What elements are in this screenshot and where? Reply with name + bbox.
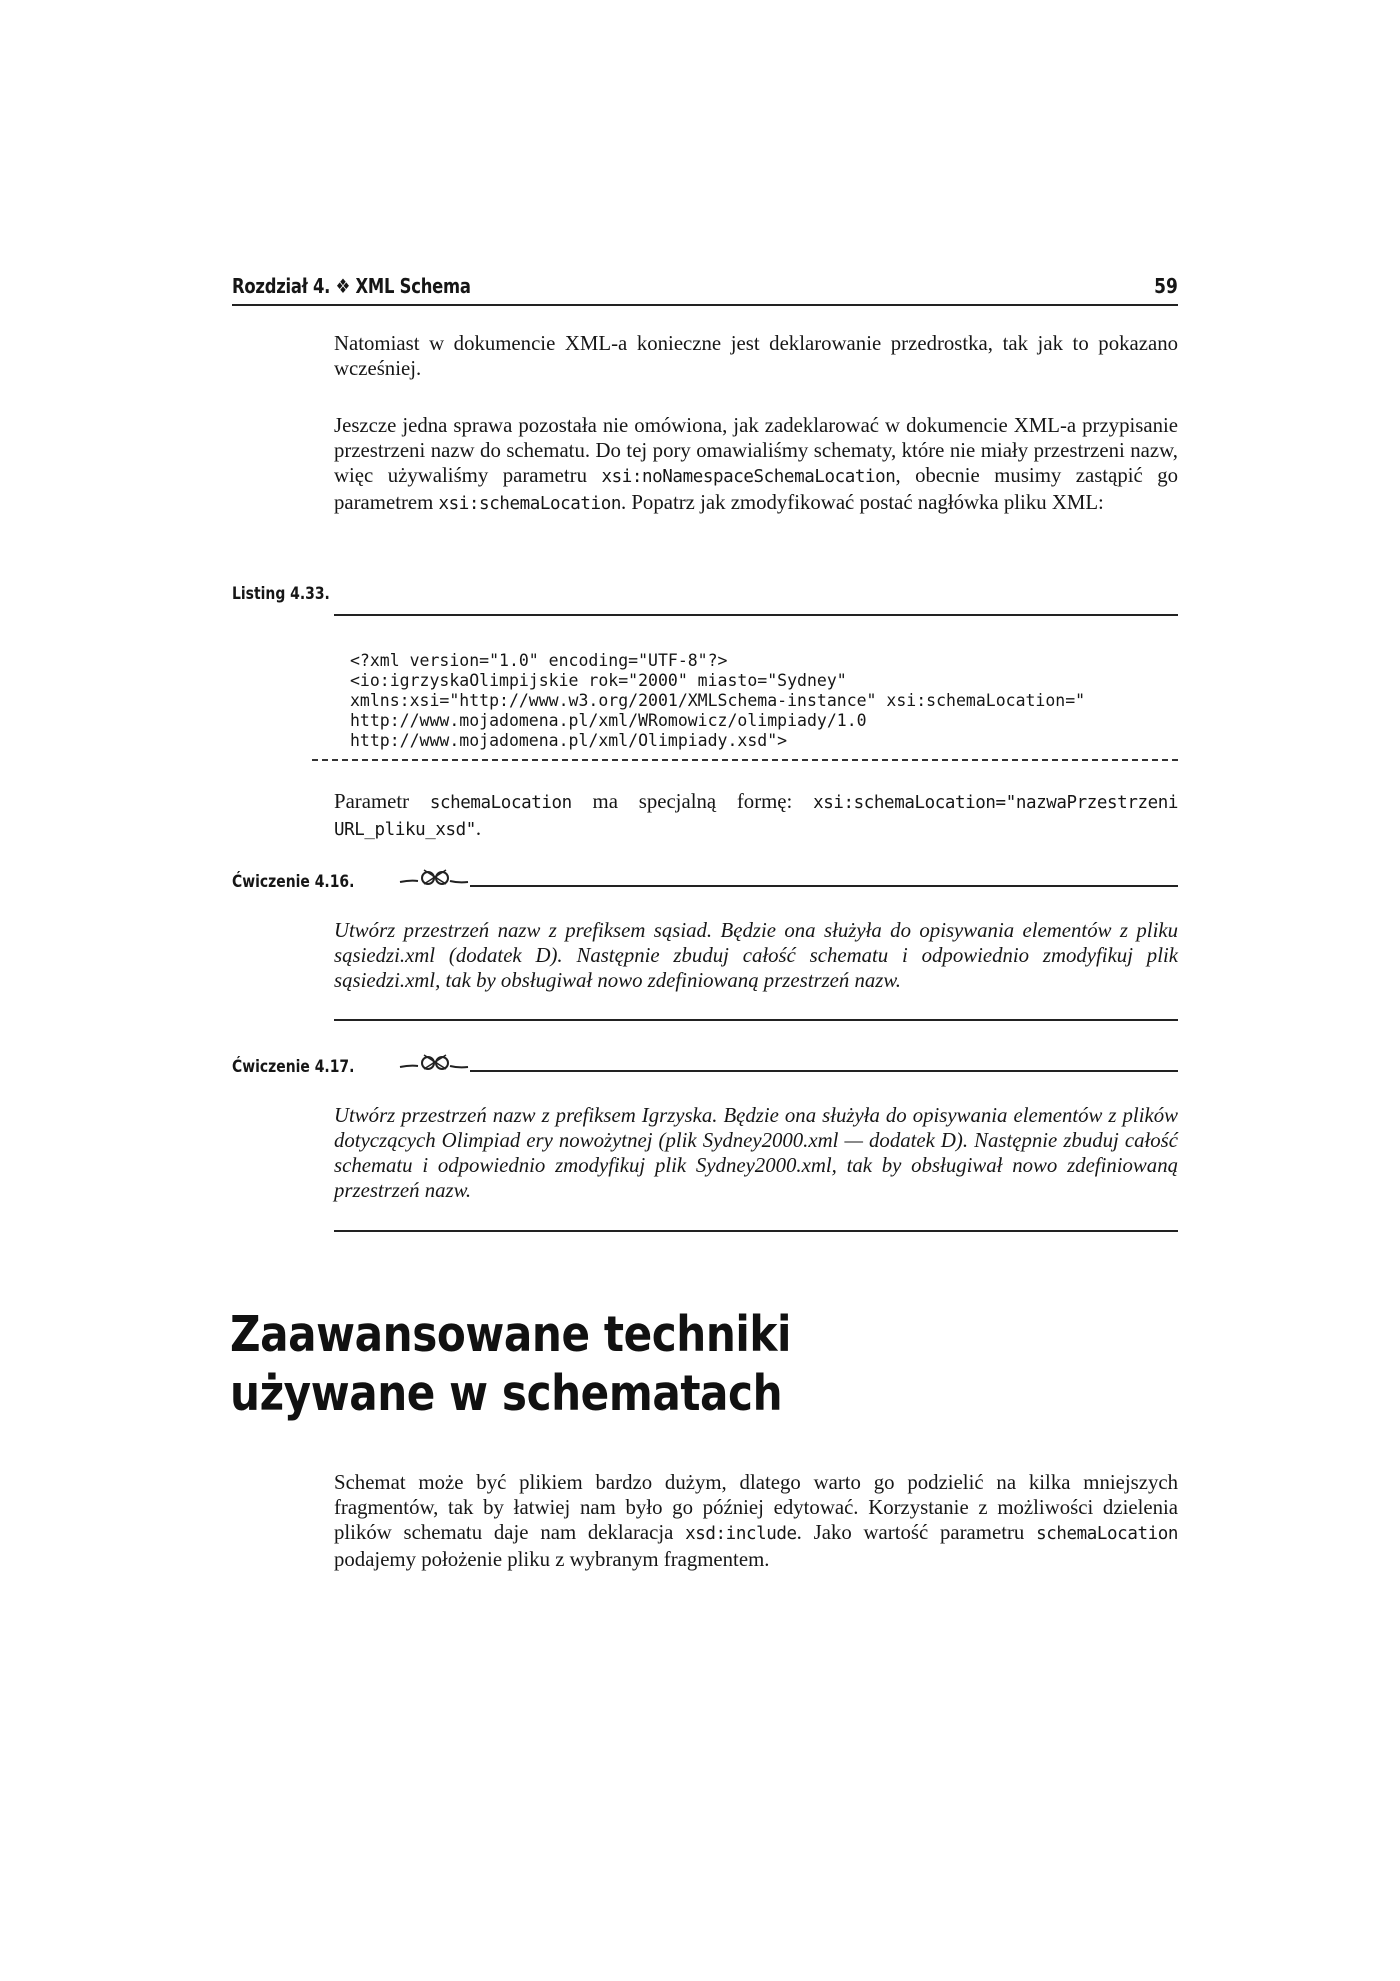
code-line: <io:igrzyskaOlimpijskie rok="2000" miasto="Sydney" <box>350 671 847 690</box>
code-listing <box>350 651 1170 751</box>
exercise-text: Utwórz przestrzeń nazw z prefiksem sąsiad. Będzie ona służyła do opisywania elementów z pliku sąsiedzi.xml (dodatek D). Następnie zbuduj całość schematu i odpowiednio zmodyfikuj plik sąsiedzi.xml, tak by obsługiwał nowo zdefiniowaną przestrzeń nazw. <box>334 919 1178 992</box>
page-number: 59 <box>1154 274 1178 298</box>
inline-code: xsi:schemaLocation="nazwaPrzestrzeni URL_pliku_xsd" <box>334 793 1179 840</box>
exercise-end-rule <box>334 1019 1178 1021</box>
inline-code: schemaLocation <box>429 793 572 813</box>
exercise-title-rule <box>470 885 1178 887</box>
scissors-ornament-icon <box>398 866 478 893</box>
chapter-title: Rozdział 4. ❖ XML Schema <box>232 274 471 298</box>
paragraph-text: . Popatrz jak zmodyfikować postać nagłówka pliku XML: <box>620 491 1104 514</box>
paragraph-param-note <box>334 789 1178 843</box>
section-heading <box>230 1305 1004 1423</box>
code-line: http://www.mojadomena.pl/xml/WRomowicz/olimpiady/1.0 <box>350 711 867 730</box>
exercise-text: Utwórz przestrzeń nazw z prefiksem Igrzyska. Będzie ona służyła do opisywania elementów z plików dotyczących Olimpiad ery nowożytnej (plik Sydney2000.xml — dodatek D). Następnie zbuduj całość schematu i odpowiednio zmodyfikuj plik Sydney2000.xml, tak by obsługiwał nowo zdefiniowaną przestrzeń nazw. <box>334 1104 1178 1202</box>
exercise-title-rule <box>470 1070 1178 1072</box>
paragraph-text: . Jako wartość parametru <box>796 1521 1037 1544</box>
code-line: <?xml version="1.0" encoding="UTF-8"?> <box>350 651 728 670</box>
scissors-ornament-icon <box>398 1051 478 1078</box>
code-line: xmlns:xsi="http://www.w3.org/2001/XMLSchema-instance" xsi:schemaLocation=" <box>350 691 1086 710</box>
exercise-label: Ćwiczenie 4.17. <box>232 1057 355 1077</box>
paragraph-text: Schemat może być plikiem bardzo dużym, dlatego warto go podzielić na kilka mniejszych fragmentów, tak by łatwiej nam było go później edytować. Korzystanie z możliwości dzielenia plików schematu daje nam deklaracja <box>334 1471 1178 1544</box>
paragraph-schema-location <box>334 413 1178 517</box>
paragraph-text: Jeszcze jedna sprawa pozostała nie omówiona, jak zadeklarować w dokumencie XML-a przypisanie przestrzeni nazw do schematu. Do tej pory omawialiśmy schematy, które nie miały przestrzeni nazw, więc używaliśmy parametru <box>334 414 1178 487</box>
inline-code: xsi:schemaLocation <box>438 494 621 514</box>
paragraph-text: Parametr <box>334 790 430 813</box>
listing-label: Listing 4.33. <box>232 584 330 604</box>
paragraph-text: ma specjalną formę: <box>571 790 814 813</box>
exercise-label: Ćwiczenie 4.16. <box>232 872 355 892</box>
inline-code: xsi:noNamespaceSchemaLocation <box>601 467 896 487</box>
paragraph-text: , obecnie musimy zastąpić go parametrem <box>334 464 1178 514</box>
running-header <box>232 274 1178 306</box>
section-heading-line: Zaawansowane techniki <box>230 1306 792 1363</box>
exercise-end-rule <box>334 1230 1178 1232</box>
listing-top-rule <box>334 614 1178 616</box>
section-body <box>334 1470 1178 1572</box>
paragraph-text: podajemy położenie pliku z wybranym fragmentem. <box>334 1548 770 1571</box>
listing-bottom-rule <box>312 759 1178 761</box>
paragraph-text: . <box>475 817 482 840</box>
paragraph-namespace-prefix: Natomiast w dokumencie XML-a konieczne jest deklarowanie przedrostka, tak jak to pokazano wcześniej. <box>334 332 1178 380</box>
section-heading-line: używane w schematach <box>230 1365 783 1422</box>
inline-code: xsd:include <box>685 1524 797 1544</box>
code-line: http://www.mojadomena.pl/xml/Olimpiady.xsd"> <box>350 731 788 750</box>
inline-code: schemaLocation <box>1036 1524 1178 1544</box>
